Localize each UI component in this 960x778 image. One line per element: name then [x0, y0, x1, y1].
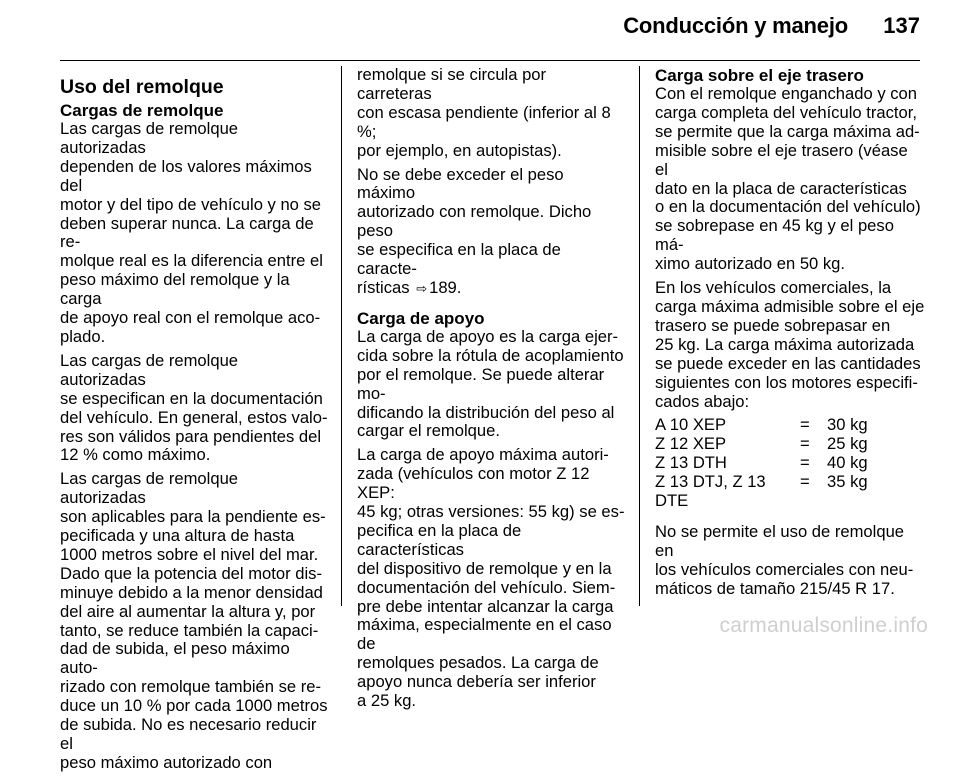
column-divider-2	[639, 66, 640, 606]
paragraph-with-reference	[357, 166, 625, 299]
paragraph: Las cargas de remolque autorizadas son aplicables para la pendiente es- pecificada y una altura de hasta 1000 metros sobre el nivel del mar. Dado que la potencia del motor dis- minuye debido a la menor densidad del aire al aumentar la altura y, por tanto, se reduce también la capaci- dad de subida, el peso máximo auto- rizado con remolque también se re- duce un 10 % por cada 1000 metros de subida. No es necesario reducir el peso máximo autorizado con	[60, 469, 328, 772]
column-3	[655, 66, 925, 604]
paragraph: Las cargas de remolque autorizadas se especifican en la documentación del vehículo. En general, estos valo- res son válidos para pendientes del 12 % como máximo.	[60, 350, 328, 465]
load-value: 35 kg	[827, 472, 868, 492]
engine-model: Z 13 DTH	[655, 453, 727, 473]
paragraph: remolque si se circula por carreteras con escasa pendiente (inferior al 8 %; por ejemplo, en autopistas).	[357, 65, 611, 160]
column-1	[60, 66, 328, 778]
page-header	[0, 0, 960, 60]
subsection-title-support-load: Carga de apoyo	[357, 308, 485, 328]
paragraph: La carga de apoyo es la carga ejer- cida sobre la rótula de acoplamiento por el remolque. Se puede alterar mo- dificando la distribución del peso al cargar el remolque.	[357, 326, 624, 441]
table-row	[655, 416, 868, 435]
chapter-title: Conducción y manejo	[623, 13, 848, 38]
column-2	[357, 66, 625, 716]
table-row	[655, 473, 868, 511]
load-value: 40 kg	[827, 453, 868, 473]
paragraph: La carga de apoyo máxima autori- zada (vehículos con motor Z 12 XEP: 45 kg; otras versiones: 55 kg) se es- pecifica en la placa de características del dispositivo de remolque y en la documentación del vehículo. Siem- pre debe intentar alcanzar la carga máxima, especialmente en el caso de remolques pesados. La carga de apoyo nunca debería ser inferior a 25 kg.	[357, 445, 625, 711]
load-value: 30 kg	[827, 415, 868, 435]
table-row	[655, 454, 868, 473]
subsection-title-trailer-loads: Cargas de remolque	[60, 101, 224, 120]
paragraph: Con el remolque enganchado y con carga completa del vehículo tractor, se permite que la carga máxima ad- misible sobre el eje trasero (véase el dato en la placa de características o en la documentación del vehículo) se sobrepase en 45 kg y el peso má- ximo autorizado en 50 kg.	[655, 84, 921, 274]
page-number: 137	[883, 13, 920, 38]
equals-sign: =	[800, 472, 810, 492]
column-divider-1	[341, 66, 342, 606]
equals-sign: =	[800, 434, 810, 454]
header-divider	[60, 60, 920, 61]
paragraph: Las cargas de remolque autorizadas dependen de los valores máximos del motor y del tipo de vehículo y no se deben superar nunca. La carga de re- molque real es la diferencia entre el peso máximo del remolque y la carga de apoyo real con el remolque aco- plado.	[60, 119, 323, 346]
table-row	[655, 435, 868, 454]
engine-model: Z 12 XEP	[655, 434, 727, 454]
watermark: carmanualsonline.info	[719, 614, 928, 637]
equals-sign: =	[800, 415, 810, 435]
paragraph: No se permite el uso de remolque en los vehículos comerciales con neu- máticos de tamaño 215/45 R 17.	[655, 521, 914, 598]
page-reference[interactable]: 189.	[429, 277, 462, 297]
page-reference-arrow-icon: ⇨	[416, 280, 428, 296]
engine-load-table	[655, 416, 868, 511]
engine-model: Z 13 DTJ, Z 13 DTE	[655, 472, 766, 511]
engine-model: A 10 XEP	[655, 415, 727, 435]
section-title: Uso del remolque	[60, 76, 224, 98]
paragraph-text: No se debe exceder el peso máximo autorizado con remolque. Dicho peso se especifica en la placa de caracte- rísticas	[357, 164, 592, 297]
paragraph: En los vehículos comerciales, la carga máxima admisible sobre el eje trasero se puede sobrepasar en 25 kg. La carga máxima autorizada se puede exceder en las cantidades siguientes con los motores especifi- cados abajo:	[655, 278, 925, 411]
load-value: 25 kg	[827, 434, 868, 454]
equals-sign: =	[800, 453, 810, 473]
subsection-title-rear-axle-load: Carga sobre el eje trasero	[655, 66, 864, 85]
